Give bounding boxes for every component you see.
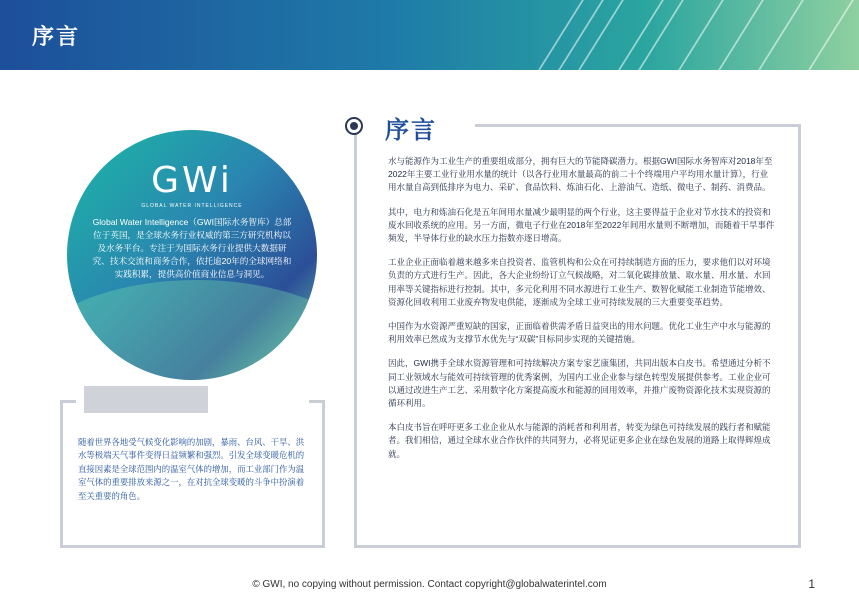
paragraph: 水与能源作为工业生产的重要组成部分，拥有巨大的节能降碳潜力。根据GWI国际水务智库对2018年至2022年主要工业行业用水量的统计（以各行业用水量最高的前二十个终端用户平均用水量计算），行业用水量自高到低排序为电力、采矿、食品饮料、炼油石化、上游油气、造纸、微电子、制药、消费品。	[388, 156, 773, 193]
paragraph: 中国作为水资源严重短缺的国家，正面临着供需矛盾日益突出的用水问题。优化工业生产中水与能源的利用效率已然成为支撑节水优先与“双碳”目标同步实现的关键措施。	[388, 321, 771, 345]
circle-swoosh	[67, 280, 317, 380]
page-number: 1	[808, 577, 815, 591]
intro-text: Global Water Intelligence（GWI国际水务智库）总部位于英国，是全球水务行业权威的第三方研究机构以及水务平台。专注于为国际水务行业提供大数据研究、技术交流和商务合作，依托逾20年的全球网络和实践积累，提供高价值商业信息与洞见。	[92, 217, 292, 279]
intro-circle	[67, 130, 317, 380]
header-stripe	[718, 0, 764, 70]
paragraph: 因此，GWI携手全球水资源管理和可持续解决方案专家艺康集团，共同出版本白皮书。希望通过分析不同工业领域水与能效可持续管理的优秀案例，为国内工业企业参与绿色转型发展提供参考。工业企业可以通过改进生产工艺、采用数字化方案提高废水和能源的回用效率，并推广废物资源化技术实现资源的循环利用。	[388, 358, 771, 409]
header-stripe	[558, 0, 604, 70]
quote-box-corner	[309, 400, 325, 403]
header-band	[0, 0, 859, 70]
panel-title: 序言	[385, 117, 437, 144]
paragraph: 工业企业正面临着越来越多来自投资者、监管机构和公众在可持续制造方面的压力，要求他们以对环境负责的方式进行生产。因此，各大企业纷纷订立气候战略，对二氧化碳排放量、取水量、用水量、水回用率等关键指标进行控制。其中，多元化利用不同水源进行工业生产、数智化赋能工业制造节能增效、资源化回收利用工业废弃物发电供能，逐渐成为全球工业可持续发展的三大重要变革趋势。	[388, 257, 771, 307]
panel-body	[388, 155, 776, 472]
bullet-icon	[345, 117, 363, 135]
header-stripe	[808, 0, 854, 70]
header-stripe	[638, 0, 684, 70]
logo-subtitle: GLOBAL WATER INTELLIGENCE	[141, 203, 243, 209]
logo-mark: GWi	[151, 160, 233, 201]
paragraph: 其中，电力和炼油石化是五年间用水量减少最明显的两个行业，这主要得益于企业对节水技术的投资和废水回收系统的应用。另一方面，微电子行业在2018年至2022年间用水量则不断增加，而随着干旱事件频发，半导体行业的缺水压力指数亦逐日增高。	[388, 206, 775, 244]
quote-box-corner	[60, 400, 76, 403]
quote-text: 随着世界各地受气候变化影响的加剧，暴雨、台风、干旱、洪水等极端天气事件变得日益频繁和强烈。引发全球变暖危机的直接因素是全球范围内的温室气体的增加，而工业部门作为温室气体的重要排放来源之一，在对抗全球变暖的斗争中扮演着至关重要的角色。	[78, 437, 305, 501]
header-stripe	[758, 0, 804, 70]
gwi-logo	[67, 160, 317, 209]
header-stripe	[678, 0, 724, 70]
paragraph: 本白皮书旨在呼吁更多工业企业从水与能源的消耗者和利用者，转变为绿色可持续发展的践行者和赋能者。我们相信，通过全球水业合作伙伴的共同努力，必将见证更多企业在绿色发展的道路上取得辉煌成就。	[388, 422, 771, 459]
panel-top-line	[475, 124, 801, 127]
quote-tab	[84, 386, 208, 413]
header-stripe	[538, 0, 584, 70]
header-title: 序言	[32, 24, 81, 49]
footer-copyright: © GWI, no copying without permission. Contact copyright@globalwaterintel.com	[252, 579, 607, 590]
header-stripe	[618, 0, 664, 70]
header-stripe	[578, 0, 624, 70]
